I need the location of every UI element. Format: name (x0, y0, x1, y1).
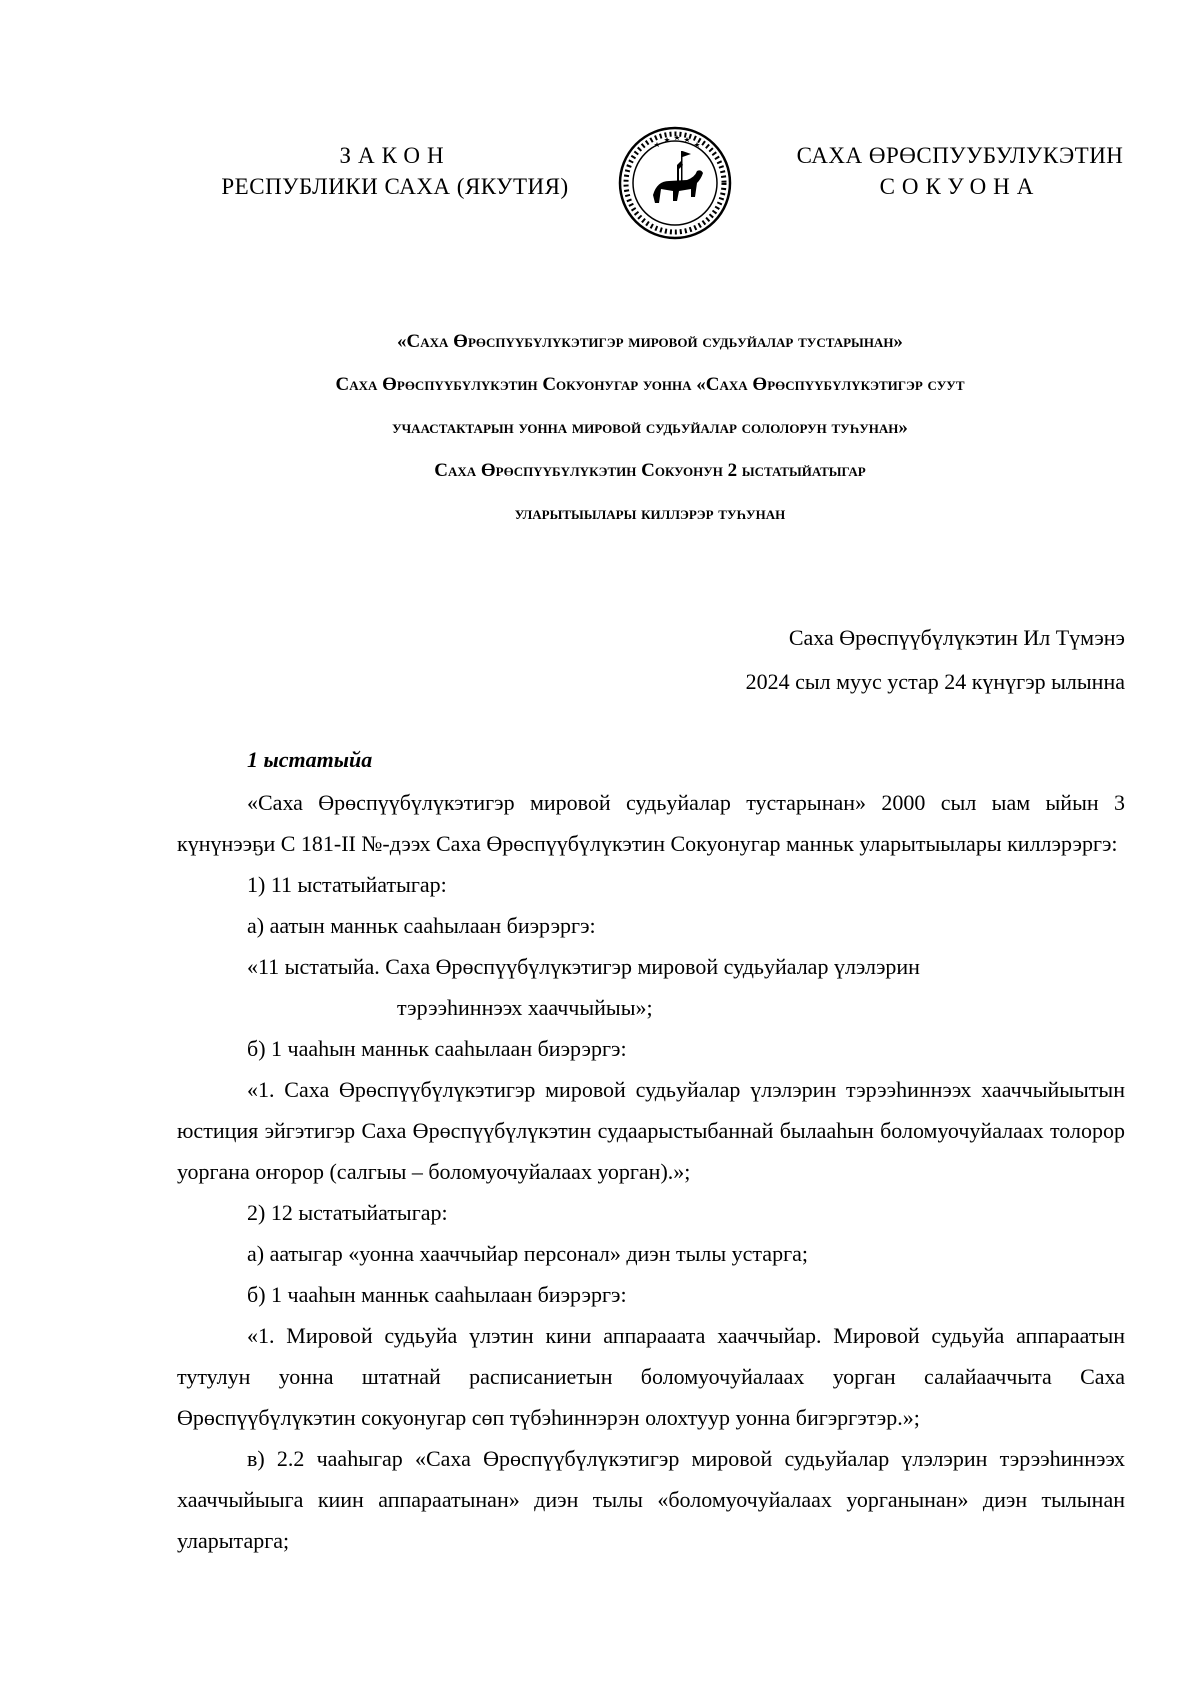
coat-of-arms-icon (617, 125, 733, 241)
paragraph: а) аатыгар «уонна хааччыйар персонал» диэн тылы устарга; (247, 1241, 808, 1266)
paragraph: «1. Мировой судьуйа үлэтин кини аппарааата хааччыйар. Мировой судьуйа аппараатын тутулун уонна штатнай расписаниетын боломуочуйалаах уорган салайааччыта Саха Өрөспүүбүлүкэтин сокуонугар сөп түбэһиннэрэн олохтуур уонна бигэргэтэр.»; (177, 1323, 1125, 1430)
republic-label-sakha: САХА ӨРӨСПУУБУЛУКЭТИН (796, 143, 1124, 168)
document-title (170, 320, 1130, 535)
paragraph: в) 2.2 чааһыгар «Саха Өрөспүүбүлүкэтигэр мировой судьуйалар үлэлэрин тэрээһиннээх хааччыйыыга киин аппараатынан» диэн тылы «боломуочуйалаах уорганынан» диэн тылынан уларытарга; (177, 1446, 1125, 1553)
paragraph: 1) 11 ыстатыйатыгар: (247, 872, 447, 897)
title-line: «Саха Өрөспүүбүлүкэтигэр мировой судьуйалар тустарынан» (397, 331, 903, 352)
adoption-date: 2024 сыл муус устар 24 күнүгэр ылынна (745, 669, 1125, 694)
title-line: уларытыылары киллэрэр туһунан (514, 503, 786, 524)
adoption-info (746, 616, 1125, 704)
article-heading: 1 ыстатыйа (247, 747, 373, 772)
header-left (210, 140, 580, 202)
title-line: учаастактарын уонна мировой судьуйалар сололорун туһунан» (392, 417, 908, 438)
paragraph: тэрээһиннээх хааччыйыы»; (397, 995, 653, 1020)
paragraph: б) 1 чааһын манньк сааһылаан биэрэргэ: (247, 1282, 627, 1307)
title-line: Саха Өрөспүүбүлүкэтин Сокуонугар уонна «Саха Өрөспүүбүлүкэтигэр суут (335, 374, 965, 395)
paragraph: а) аатын манньк сааһылаан биэрэргэ: (247, 913, 596, 938)
title-line: Саха Өрөспүүбүлүкэтин Сокуонун 2 ыстатыйатыгар (434, 460, 866, 481)
paragraph: «Саха Өрөспүүбүлүкэтигэр мировой судьуйалар тустарынан» 2000 сыл ыам ыйын 3 күнүнээҕи С 181-II №-дээх Саха Өрөспүүбүлүкэтин Сокуонугар манньк уларытыылары киллэрэргэ: (177, 790, 1125, 856)
adopting-body: Саха Өрөспүүбүлүкэтин Ил Түмэнэ (788, 625, 1125, 650)
law-label-sakha: СОКУОНА (879, 174, 1041, 199)
header-right (780, 140, 1140, 202)
paragraph: б) 1 чааһын манньк сааһылаан биэрэргэ: (247, 1036, 627, 1061)
paragraph: 2) 12 ыстатыйатыгар: (247, 1200, 448, 1225)
paragraph: «11 ыстатыйа. Саха Өрөспүүбүлүкэтигэр мировой судьуйалар үлэлэрин (247, 954, 920, 979)
paragraph: «1. Саха Өрөспүүбүлүкэтигэр мировой судьуйалар үлэлэрин тэрээһиннээх хааччыйыытын юстиция эйгэтигэр Саха Өрөспүүбүлүкэтин судаарыстыбаннай былааһын боломуочуйалаах толорор уоргана оҥорор (салгыы – боломуочуйалаах уорган).»; (177, 1077, 1125, 1184)
document-body (177, 738, 1125, 1561)
law-label-ru: ЗАКОН (339, 143, 451, 168)
republic-label-ru: РЕСПУБЛИКИ САХА (ЯКУТИЯ) (221, 174, 569, 199)
